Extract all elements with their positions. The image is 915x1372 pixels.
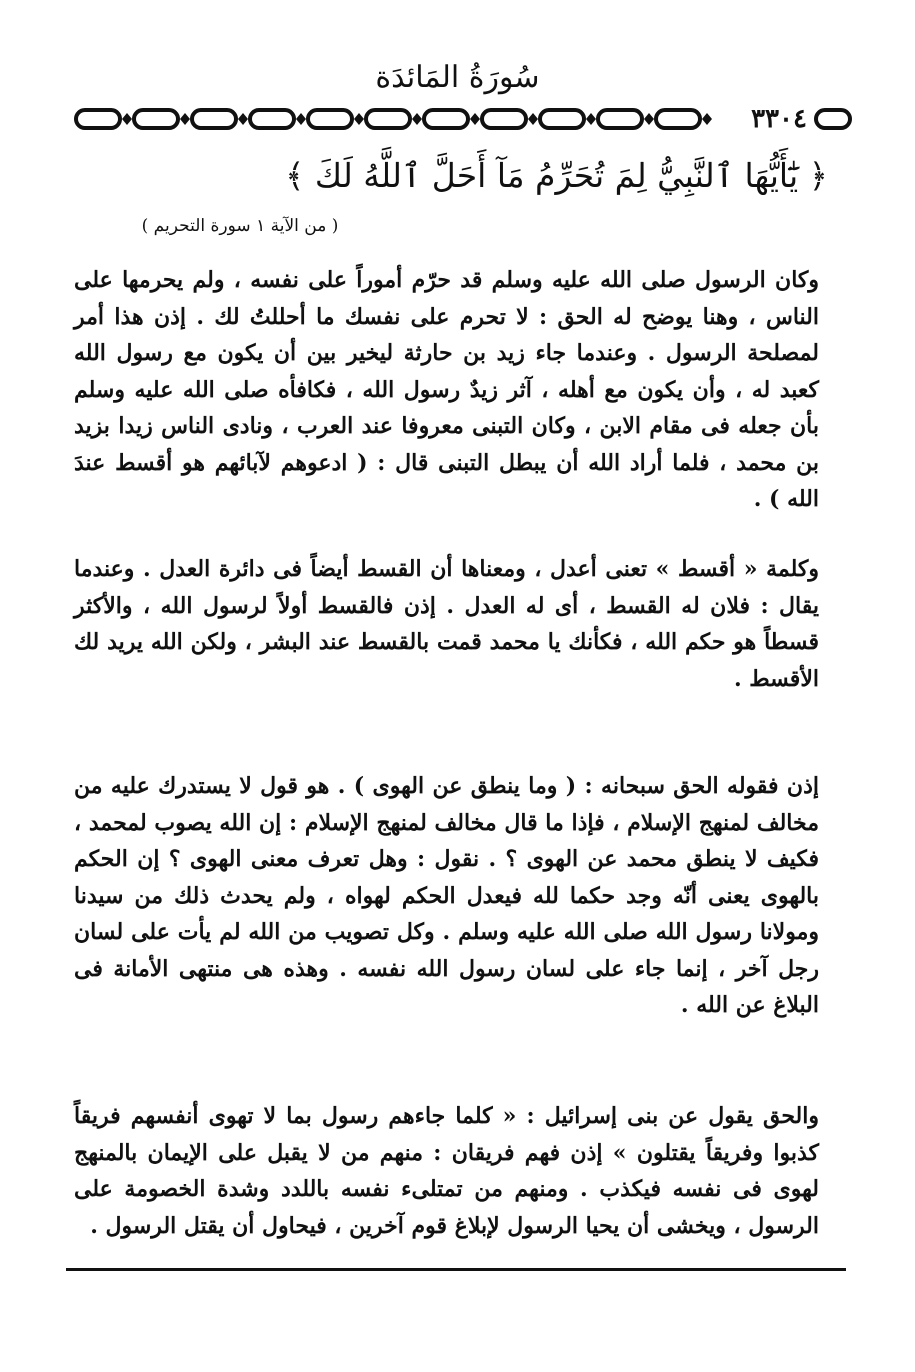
chain-link	[250, 110, 294, 128]
chain-link	[598, 110, 642, 128]
footer-rule	[66, 1268, 846, 1271]
paragraph: إذن فقوله الحق سبحانه : ( وما ينطق عن الهوى ) . هو قول لا يستدرك عليه من مخالف لمنهج الإسلام ، فإذا ما قال مخالف لمنهج الإسلام : إن الله يصوب لمحمد ، فكيف لا ينطق محمد عن الهوى ؟ . نقول : وهل تعرف معنى الهوى ؟ إن الحكم بالهوى يعنى أنّه وجد حكما لله فيعدل الحكم لهواه ، ولم يحدث ذلك من سيدنا ومولانا رسول الله صلى الله عليه وسلم . وكل تصويب من الله لم يأت على لسان رجل آخر ، إنما جاء على لسان رسول الله نفسه . وهذه هى منتهى الأمانة فى البلاغ عن الله .	[74, 773, 819, 1018]
chain-link	[424, 110, 468, 128]
chain-diamond	[470, 113, 480, 125]
chain-diamond	[180, 113, 190, 125]
chain-link	[540, 110, 584, 128]
verse-reference: ( من الآية ١ سورة التحريم )	[141, 216, 339, 236]
chain-link	[482, 110, 526, 128]
chain-diamond	[354, 113, 364, 125]
chain-link	[816, 110, 850, 128]
quran-verse: ﴿ يَٰٓأَيُّهَا ٱلنَّبِيُّ لِمَ تُحَرِّمُ مَآ أَحَلَّ ٱللَّهُ لَكَ ﴾	[285, 156, 828, 195]
chain-diamond	[586, 113, 596, 125]
chain-diamond	[122, 113, 132, 125]
surah-title: سُورَةُ المَائدَة	[375, 60, 540, 95]
chain-link	[76, 110, 120, 128]
chain-diamond	[644, 113, 654, 125]
chain-link	[134, 110, 178, 128]
chain-diamond	[238, 113, 248, 125]
chain-link	[308, 110, 352, 128]
chain-diamond	[528, 113, 538, 125]
chain-diamond	[296, 113, 306, 125]
chain-link	[656, 110, 700, 128]
page-number: ٣٣٠٤	[745, 104, 813, 134]
paragraph: والحق يقول عن بنى إسرائيل : « كلما جاءهم رسول بما لا تهوى أنفسهم فريقاً كذبوا وفريقاً يقتلون » إذن فهم فريقان : منهم من لا يقبل على الإيمان بالمنهج لهوى فى نفسه فيكذب . ومنهم من تمتلىء نفسه باللدد وشدة الخصومة على الرسول ، ويخشى أن يحيا الرسول لإبلاغ قوم آخرين ، فيحاول أن يقتل الرسول .	[74, 1103, 819, 1239]
paragraph: وكان الرسول صلى الله عليه وسلم قد حرّم أموراً على نفسه ، ولم يحرمها على الناس ، وهنا يوضح له الحق : لا تحرم على نفسك ما أحللتُ لك . إذن هذا أمر لمصلحة الرسول . وعندما جاء زيد بن حارثة ليخير بين أن يكون مع رسول الله كعبد له ، وأن يكون مع أهله ، آثر زيدٌ رسول الله ، فكافأه صلى الله عليه وسلم بأن جعله فى مقام الابن ، وكان التبنى معروفا عند العرب ، ونادى الناس زيدا بزيد بن محمد ، فلما أراد الله أن يبطل التبنى قال : ( ادعوهم لآبائهم هو أقسط عندَ الله ) .	[74, 267, 819, 512]
paragraph: وكلمة « أقسط » تعنى أعدل ، ومعناها أن القسط أيضاً فى دائرة العدل . وعندما يقال : فلان له القسط ، أى له العدل . إذن فالقسط أولاً لرسول الله ، والأكثر قسطاً هو حكم الله ، فكأنك يا محمد قمت بالقسط عند البشر ، ولكن الله يريد لك الأقسط .	[74, 556, 819, 692]
chain-diamond	[702, 113, 712, 125]
chain-link	[192, 110, 236, 128]
ornamental-header-border	[74, 102, 854, 136]
chain-link	[366, 110, 410, 128]
chain-diamond	[412, 113, 422, 125]
